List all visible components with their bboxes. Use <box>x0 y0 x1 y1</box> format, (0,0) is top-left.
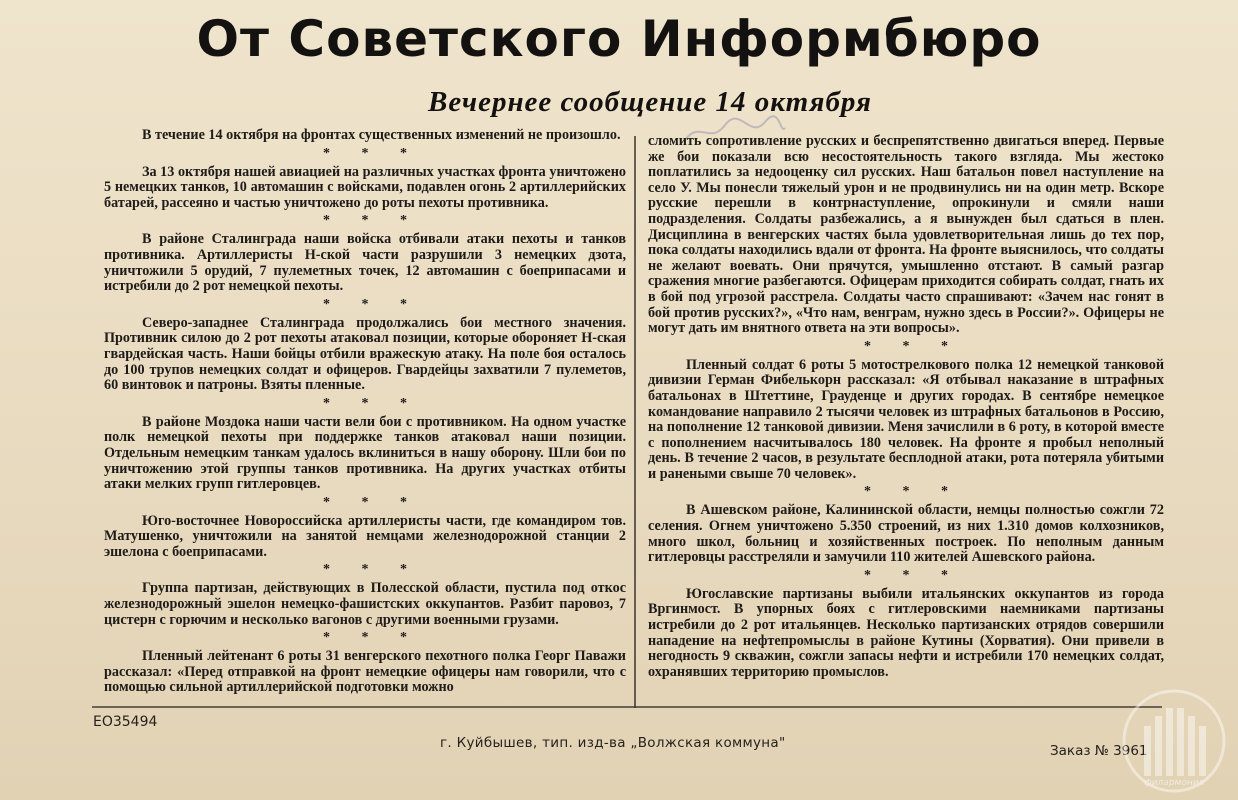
article-paragraph: В Ашевском районе, Калининской области, немцы полностью сожгли 72 селения. Огнем уничтожено 5.350 строений, из них 1.310 домов колхозников, много школ, больниц и хозяйственных построек. По неполным данным гитлеровцы расстреляли и замучили 110 жителей Ашевского района. <box>648 502 1164 566</box>
article-paragraph: Северо-западнее Сталинграда продолжались бои местного значения. Противник силою до 2 рот пехоты атаковал позиции, которые обороняет Н-ская гвардейская часть. Наши бойцы отбили вражескую атаку. На поле боя осталось до 100 трупов немецких солдат и офицеров. Гвардейцы захватили 7 пулеметов, 60 винтовок и патроны. Взяты пленные. <box>104 314 626 394</box>
article-paragraph: сломить сопротивление русских и беспрепятственно двигаться вперед. Первые же бои показали всю несостоятельность такого взгляда. Мы жестоко поплатились за недооценку сил русских. Наш батальон повел наступление на село У. Мы понесли тяжелый урон и не продвинулись ни на один метр. Вскоре русские перешли в контрнаступление, опрокинули и смяли наши подразделения. Солдаты разбежались, а я вынужден был сдаться в плен. Дисциплина в венгерских частях была удовлетворительная лишь до тех пор, пока солдаты находились вдали от фронта. На фронте выяснилось, что солдаты не желают воевать. Они прячутся, умышленно отстают. В самый разгар сражения многие разбегаются. Офицерам приходится собирать солдат, гнать их в бой под угрозой расстрела. Солдаты часто спрашивают: «Зачем нас гонят в бой против русских?», «Что нам, венграм, нужно здесь в России?». Офицеры не могут дать им внятного ответа на эти вопросы». <box>648 133 1164 337</box>
left-column <box>104 128 626 696</box>
right-column <box>648 134 1164 680</box>
separator-stars: * * * <box>323 213 421 229</box>
separator-stars: * * * <box>864 567 962 583</box>
article-paragraph: За 13 октября нашей авиацией на различных участках фронта уничтожено 5 немецких танков, 10 автомашин с войсками, подавлен огонь 2 артиллерийских батарей, рассеяно и частью уничтожено до роты пехоты противника. <box>104 163 626 211</box>
separator-stars: * * * <box>864 484 962 500</box>
article-paragraph: Юго-восточнее Новороссийска артиллеристы части, где командиром тов. Матушенко, уничтожили на занятой немцами железнодорожной станции 2 эшелона с боеприпасами. <box>104 512 626 560</box>
separator-stars: * * * <box>323 296 421 312</box>
separator-stars: * * * <box>323 494 421 510</box>
footer-printer: г. Куйбышев, тип. изд-ва „Волжская коммуна" <box>440 735 786 751</box>
article-paragraph: Пленный лейтенант 6 роты 31 венгерского пехотного полка Георг Паважи рассказал: «Перед отправкой на фронт немецкие офицеры нам говорили, что с помощью сильной артиллерийской подготовки можно <box>104 648 626 696</box>
separator-stars: * * * <box>323 562 421 578</box>
article-paragraph: В районе Сталинграда наши войска отбивали атаки пехоты и танков противника. Артиллеристы Н-ской части разрушили 3 немецких дзота, уничтожили 5 орудий, 7 пулеметных точек, 12 автомашин с боеприпасами и истребили до 2 рот немецкой пехоты. <box>104 231 626 295</box>
article-paragraph: В районе Моздока наши части вели бои с противником. На одном участке полк немецкой пехоты при поддержке танков атаковал наши позиции. Отдельным немецким танкам удалось вклиниться в нашу оборону. Шли бои по уничтожению этой группы танков противника. На других участках отбиты атаки мелких групп гитлеровцев. <box>104 413 626 493</box>
page-title: От Советского Информбюро <box>196 10 1042 68</box>
watermark-text: филармония <box>1144 778 1204 788</box>
article-paragraph: Группа партизан, действующих в Полесской области, пустила под откос железнодорожный эшелон немецко-фашистских оккупантов. Разбит паровоз, 7 цистерн с горючим и несколько вагонов с другими военными грузами. <box>104 580 626 628</box>
separator-stars: * * * <box>323 395 421 411</box>
footer-rule <box>92 706 1162 708</box>
column-divider <box>634 136 636 708</box>
separator-stars: * * * <box>864 338 962 354</box>
footer-order-number: Заказ № 3961 <box>1050 743 1148 759</box>
article-paragraph: В течение 14 октября на фронтах существенных изменений не произошло. <box>142 127 621 143</box>
article-paragraph: Пленный солдат 6 роты 5 мотострелкового полка 12 немецкой танковой дивизии Герман Фибелькорн рассказал: «Я отбывал наказание в штрафных батальонах в Штеттине, Грауденце и других городах. В сентябре немецкое командование направило 2 тысячи человек из штрафных батальонов в Россию, на пополнение 12 танковой дивизии. Меня зачислили в 6 роту, в которой вместе с пополнением насчитывалось 180 человек. На фронте я пробыл неполный день. В течение 2 часов, в результате бесплодной атаки, рота потеряла убитыми и ранеными свыше 70 человек». <box>648 356 1164 482</box>
separator-stars: * * * <box>323 630 421 646</box>
separator-stars: * * * <box>323 145 421 161</box>
footer-code: ЕО35494 <box>93 714 158 730</box>
article-paragraph: Югославские партизаны выбили итальянских оккупантов из города Вргинмост. В упорных боях с гитлеровскими наемниками партизаны истребили до 2 рот итальянцев. Несколько партизанских отрядов совершили нападение на нефтепромыслы в районе Кутины (Хорватия). Они привели в негодность 9 скважин, сожгли запасы нефти и истребили 170 немецких солдат, охранявших территорию промыслов. <box>648 585 1164 680</box>
page-subtitle: Вечернее сообщение 14 октября <box>428 86 872 118</box>
